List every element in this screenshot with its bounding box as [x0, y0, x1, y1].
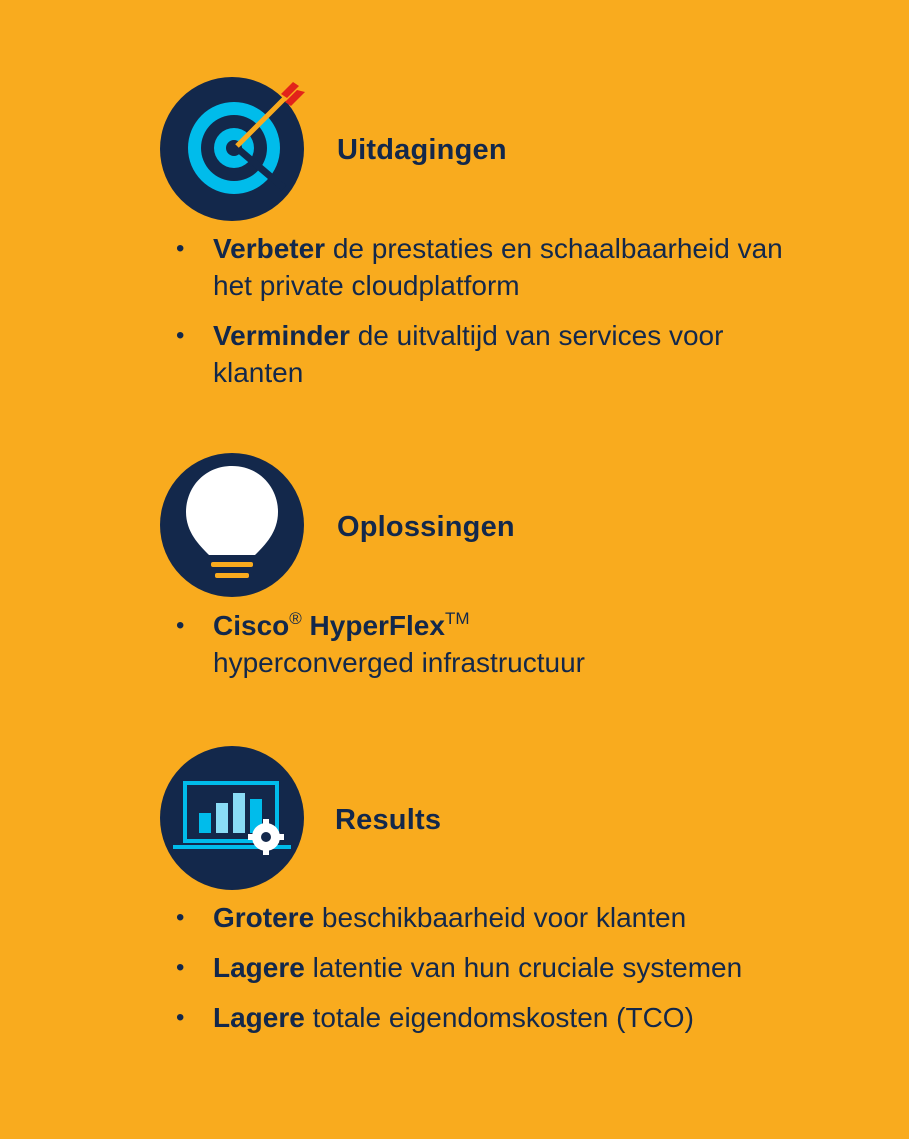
list-item: • Verminder de uitvaltijd van services voor klanten: [176, 317, 816, 391]
laptop-chart-gear-icon: [159, 745, 305, 891]
results-heading: Results: [335, 804, 442, 836]
solutions-heading: Oplossingen: [337, 511, 515, 543]
lightbulb-icon: [159, 452, 305, 598]
solutions-list: [176, 607, 816, 694]
challenges-list: [176, 230, 816, 404]
list-item: • Lagere totale eigendomskosten (TCO): [176, 999, 816, 1036]
results-list: [176, 899, 816, 1049]
target-arrow-icon: [159, 76, 305, 222]
list-item: • Cisco® HyperFlex™ hyperconverged infrastructuur: [176, 607, 816, 681]
list-item: • Grotere beschikbaarheid voor klanten: [176, 899, 816, 936]
challenges-heading: Uitdagingen: [337, 134, 507, 166]
list-item: • Lagere latentie van hun cruciale systemen: [176, 949, 816, 986]
list-item: • Verbeter de prestaties en schaalbaarheid van het private cloudplatform: [176, 230, 816, 304]
